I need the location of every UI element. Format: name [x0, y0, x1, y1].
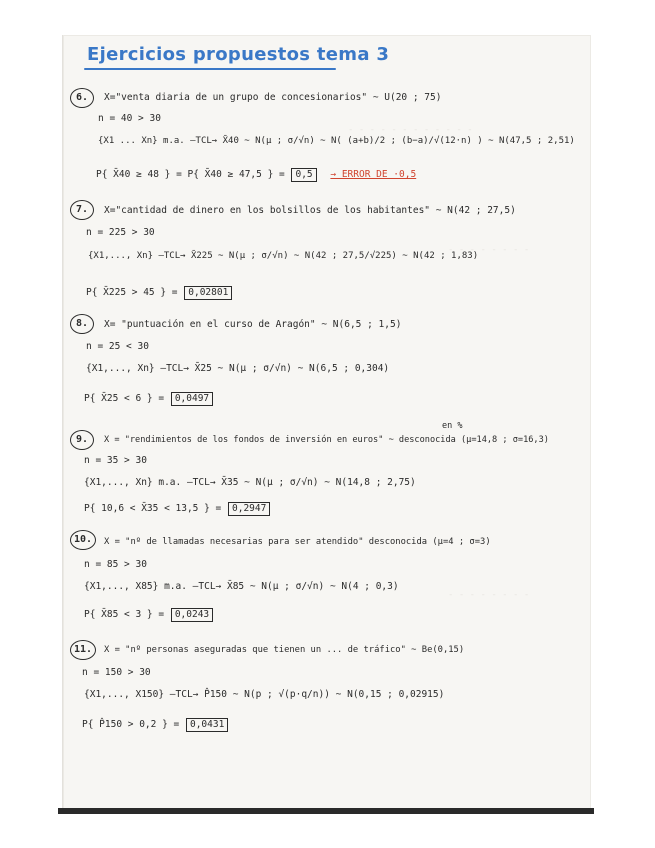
result-box: 0,5: [291, 168, 316, 182]
result-box: 0,0431: [186, 718, 228, 732]
distribution-line: {X1,..., Xn} m.a. —TCL→ X̄35 ~ N(μ ; σ/√n) ~ N(14,8 ; 2,75): [84, 477, 416, 488]
exercise-number: 8.: [70, 314, 94, 334]
result-expression: P{ P̂150 > 0,2 } =: [82, 719, 180, 730]
exercise-9: [70, 422, 570, 517]
result-box: 0,0243: [171, 608, 213, 622]
unit-note: en %: [442, 421, 463, 431]
exercise-number: 7.: [70, 200, 94, 220]
exercise-8: [70, 314, 570, 409]
result-line: [96, 168, 416, 182]
exercise-statement: X="cantidad de dinero en los bolsillos de los habitantes" ~ N(42 ; 27,5): [104, 205, 516, 216]
result-line: [86, 286, 232, 300]
distribution-line: {X1,..., X150} —TCL→ P̂150 ~ N(p ; √(p·q/n)) ~ N(0,15 ; 0,02915): [84, 689, 445, 700]
show-through-mark: - - - - - - - -: [448, 590, 530, 600]
result-line: [84, 502, 270, 516]
distribution-line: {X1,..., Xn} —TCL→ X̄225 ~ N(μ ; σ/√n) ~ N(42 ; 27,5/√225) ~ N(42 ; 1,83): [88, 251, 479, 261]
distribution-line: {X1 ... Xn} m.a. —TCL→ X̄40 ~ N(μ ; σ/√n) ~ N( (a+b)/2 ; (b−a)/√(12·n) ) ~ N(47,5 ; 2,51): [98, 136, 575, 146]
exercise-6: [70, 88, 575, 183]
exercise-number: 9.: [70, 430, 94, 450]
exercise-statement: X = "nº de llamadas necesarias para ser atendido" desconocida (μ=4 ; σ=3): [104, 537, 491, 547]
show-through-mark: - - - - - - - -: [448, 245, 530, 255]
sample-size: n = 35 > 30: [84, 455, 147, 466]
sample-size: n = 150 > 30: [82, 667, 151, 678]
page-title: Ejercicios propuestos tema 3: [87, 44, 390, 65]
title-underline: [84, 68, 336, 70]
page-bottom-edge: [58, 808, 594, 814]
exercise-statement: X="venta diaria de un grupo de concesionarios" ~ U(20 ; 75): [104, 92, 442, 103]
exercise-11: [70, 640, 570, 740]
result-expression: P{ X̄40 ≥ 48 } = P{ X̄40 ≥ 47,5 } =: [96, 169, 285, 180]
exercise-10: [70, 530, 570, 625]
result-box: 0,2947: [228, 502, 270, 516]
sample-size: n = 85 > 30: [84, 559, 147, 570]
exercise-number: 11.: [70, 640, 96, 660]
exercise-statement: X = "nº personas aseguradas que tienen un ... de tráfico" ~ Be(0,15): [104, 645, 465, 655]
result-line: [82, 718, 228, 732]
exercise-number: 6.: [70, 88, 94, 108]
result-expression: P{ X̄225 > 45 } =: [86, 287, 178, 298]
distribution-line: {X1,..., X85} m.a. —TCL→ X̄85 ~ N(μ ; σ/√n) ~ N(4 ; 0,3): [84, 581, 399, 592]
result-expression: P{ 10,6 < X̄35 < 13,5 } =: [84, 503, 222, 514]
show-through-mark: - - - - - - - - - - - -: [348, 125, 473, 135]
sample-size: n = 225 > 30: [86, 227, 155, 238]
error-note: → ERROR DE ·0,5: [330, 169, 417, 180]
result-expression: P{ X̄85 < 3 } =: [84, 609, 165, 620]
distribution-line: {X1,..., Xn} —TCL→ X̄25 ~ N(μ ; σ/√n) ~ N(6,5 ; 0,304): [86, 363, 390, 374]
exercise-7: [70, 200, 570, 300]
result-expression: P{ X̄25 < 6 } =: [84, 393, 165, 404]
exercise-number: 10.: [70, 530, 96, 550]
exercise-statement: X= "puntuación en el curso de Aragón" ~ N(6,5 ; 1,5): [104, 319, 402, 330]
exercise-statement: X = "rendimientos de los fondos de inversión en euros" ~ desconocida (μ=14,8 ; σ=16,3): [104, 435, 549, 445]
result-box: 0,0497: [171, 392, 213, 406]
result-line: [84, 392, 213, 406]
sample-size: n = 40 > 30: [98, 113, 161, 124]
result-box: 0,02801: [184, 286, 232, 300]
result-line: [84, 608, 213, 622]
sample-size: n = 25 < 30: [86, 341, 149, 352]
